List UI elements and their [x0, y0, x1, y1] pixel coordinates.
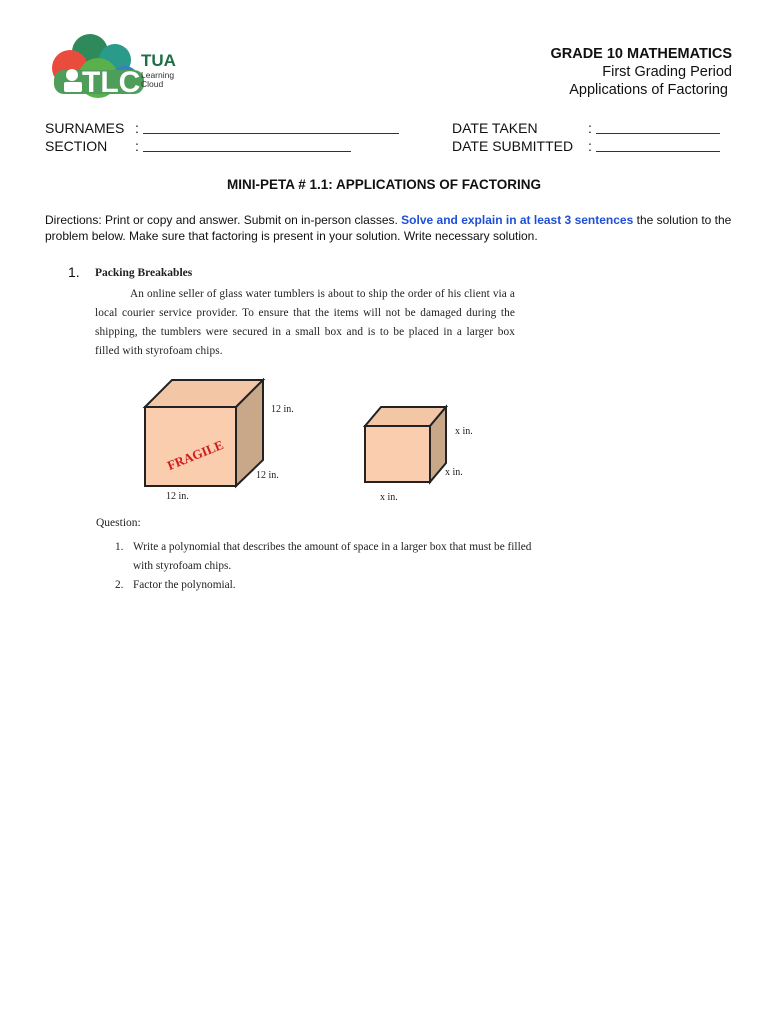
directions: [45, 212, 735, 244]
small-box-height-label: x in.: [455, 426, 473, 437]
colon: :: [588, 138, 592, 154]
date-taken-field: [452, 119, 592, 137]
problem-title: Packing Breakables: [95, 267, 193, 279]
colon: :: [135, 120, 139, 136]
question-text: Factor the polynomial.: [133, 579, 236, 591]
question-number: 1.: [115, 541, 124, 553]
surnames-field: [45, 119, 139, 137]
directions-highlight: Solve and explain in at least 3 sentences: [401, 213, 634, 227]
large-box-depth-label: 12 in.: [256, 470, 279, 481]
date-submitted-label: DATE SUBMITTED: [452, 138, 574, 154]
date-submitted-field: [452, 137, 592, 155]
colon: :: [135, 138, 139, 154]
large-box: [145, 380, 294, 502]
date-taken-blank-line[interactable]: [596, 119, 720, 134]
large-box-width-label: 12 in.: [166, 491, 189, 502]
section-blank-line[interactable]: [143, 137, 351, 152]
surnames-blank-line[interactable]: [143, 119, 399, 134]
item-number: 1.: [68, 264, 80, 280]
large-box-height-label: 12 in.: [271, 404, 294, 415]
logo-brand-learning: Learning: [141, 70, 175, 80]
date-taken-label: DATE TAKEN: [452, 120, 538, 136]
directions-text-end: the solution to the problem below. Make sure that factoring is present in your solution. Write necessary solution.: [45, 213, 732, 243]
fragile-label: FRAGILE: [164, 436, 226, 474]
problem-text: An online seller of glass water tumblers is about to ship the order of his client via a local courier service provider. To ensure that the items will not be damaged during the shipping, the tumblers were secured in a small box and is to be placed in a larger box filled with styrofoam chips.: [95, 288, 515, 357]
small-box-width-label: x in.: [380, 492, 398, 503]
section-field: [45, 137, 139, 155]
question-item: [115, 576, 545, 595]
question-item: [115, 538, 545, 576]
section-label: SECTION: [45, 138, 108, 154]
small-box: [365, 407, 473, 503]
header-topic: Applications of Factoring: [569, 82, 728, 98]
small-box-depth-label: x in.: [445, 467, 463, 478]
question-label: Question:: [96, 517, 141, 529]
directions-text: Directions: Print or copy and answer. Submit on in-person classes.: [45, 213, 402, 227]
header-period: First Grading Period: [602, 64, 732, 80]
question-number: 2.: [115, 579, 124, 591]
logo-mark: TLC: [82, 66, 141, 99]
date-submitted-blank-line[interactable]: [596, 137, 720, 152]
question-list: [115, 538, 545, 595]
colon: :: [588, 120, 592, 136]
question-text: Write a polynomial that describes the amount of space in a larger box that must be filled with styrofoam chips.: [133, 541, 532, 572]
header-title: GRADE 10 MATHEMATICS: [550, 46, 732, 62]
surnames-label: SURNAMES: [45, 120, 125, 136]
logo-brand-cloud: Cloud: [141, 79, 164, 89]
logo-brand-tua: TUA: [141, 51, 176, 70]
peta-title: MINI-PETA # 1.1: APPLICATIONS OF FACTORING: [226, 177, 542, 192]
boxes-figure: [130, 370, 490, 510]
tlc-logo: [40, 30, 190, 100]
